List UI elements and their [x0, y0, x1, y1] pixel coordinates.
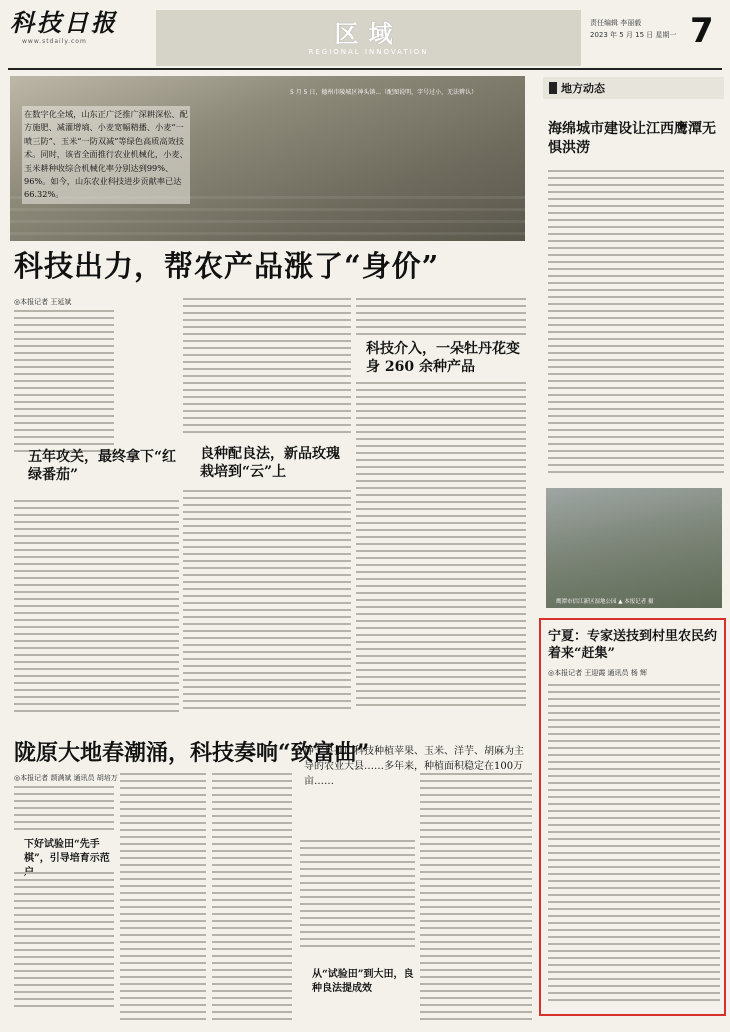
bottom-column-5 [420, 773, 532, 1025]
bottom-column-4 [300, 840, 415, 952]
boxed-body [548, 684, 720, 1006]
dateline: 2023 年 5 月 15 日 星期一 [590, 31, 677, 39]
page-number: 7 [690, 11, 714, 51]
tag-marker-icon [549, 82, 557, 94]
bottom-column-1 [14, 786, 114, 835]
section-tag [543, 77, 724, 99]
body-column-3 [356, 298, 526, 340]
body-column-2 [183, 298, 351, 438]
section-title: 区域 [334, 19, 403, 48]
body-column-1b [14, 500, 179, 717]
bottom-headline: 陇原大地春潮涌，科技奏响“致富曲” [14, 740, 370, 766]
main-headline: 科技出力，帮农产品涨了“身价” [14, 249, 440, 283]
subhead-3: 科技介入，一朵牡丹花变身 260 余种产品 [366, 341, 520, 375]
bottom-column-3 [212, 773, 292, 1025]
bottom-column-1b [14, 872, 114, 1012]
city-photo-caption: 鹰潭市信江新区湿地公园 ▲ 本报记者 摄 [556, 599, 654, 605]
right-body [548, 170, 724, 478]
boxed-headline: 宁夏：专家送技到村里农民约着来“赶集” [548, 629, 718, 661]
body-column-2b [183, 490, 351, 714]
section-title-en: REGIONAL INNOVATION [308, 48, 429, 56]
logo-url: www.stdaily.com [22, 38, 87, 45]
section-tag-label: 地方动态 [561, 82, 605, 95]
subhead-2: 良种配良法，新品玫瑰栽培到“云”上 [200, 446, 340, 480]
masthead-rule [8, 68, 722, 70]
city-photo [546, 488, 722, 608]
photo-caption: 5 月 5 日，德州市陵城区神头镇...（配图说明，字号过小，无法辨认） [290, 89, 478, 96]
pull-quote: 静宁县推广科技种植苹果、玉米、洋芋、胡麻为主导的农业大县……多年来，种植面积稳定在100万亩…… [304, 746, 524, 787]
right-headline: 海绵城市建设让江西鹰潭无惧洪涝 [548, 121, 716, 156]
newspaper-logo: 科技日报 [10, 8, 118, 37]
bottom-byline: ◎本报记者 颉满斌 通讯员 胡培万 [14, 774, 118, 782]
boxed-byline: ◎本报记者 王迎霞 通讯员 杨 辉 [548, 669, 648, 677]
subhead-1: 五年攻关，最终拿下“红绿番茄” [28, 449, 177, 483]
editor-credit: 责任编辑 李丽毅 [590, 19, 642, 27]
bottom-column-2 [120, 773, 206, 1025]
intro-text: 在数字化全域，山东正广泛推广深耕深松、配方施肥、减灌增墒、小麦宽幅精播、小麦“一喷三防”、玉米“一防双减”等绿色高质高效技术。同时，该省全面推行农业机械化，小麦、玉米耕种收综合机械化率分别达到99%、96%。如今，山东农业科技进步贡献率已达66.32%。 [22, 106, 190, 204]
section-banner [156, 10, 581, 66]
bottom-subhead-1: 下好试验田“先手棋”，引导培育示范 [24, 839, 110, 864]
body-column-3b [356, 382, 526, 711]
main-byline: ◎本报记者 王延斌 [14, 298, 72, 306]
bottom-subhead-2: 从“试验田”到大田，良种良法提成效 [312, 969, 414, 994]
body-column-1 [14, 310, 114, 457]
